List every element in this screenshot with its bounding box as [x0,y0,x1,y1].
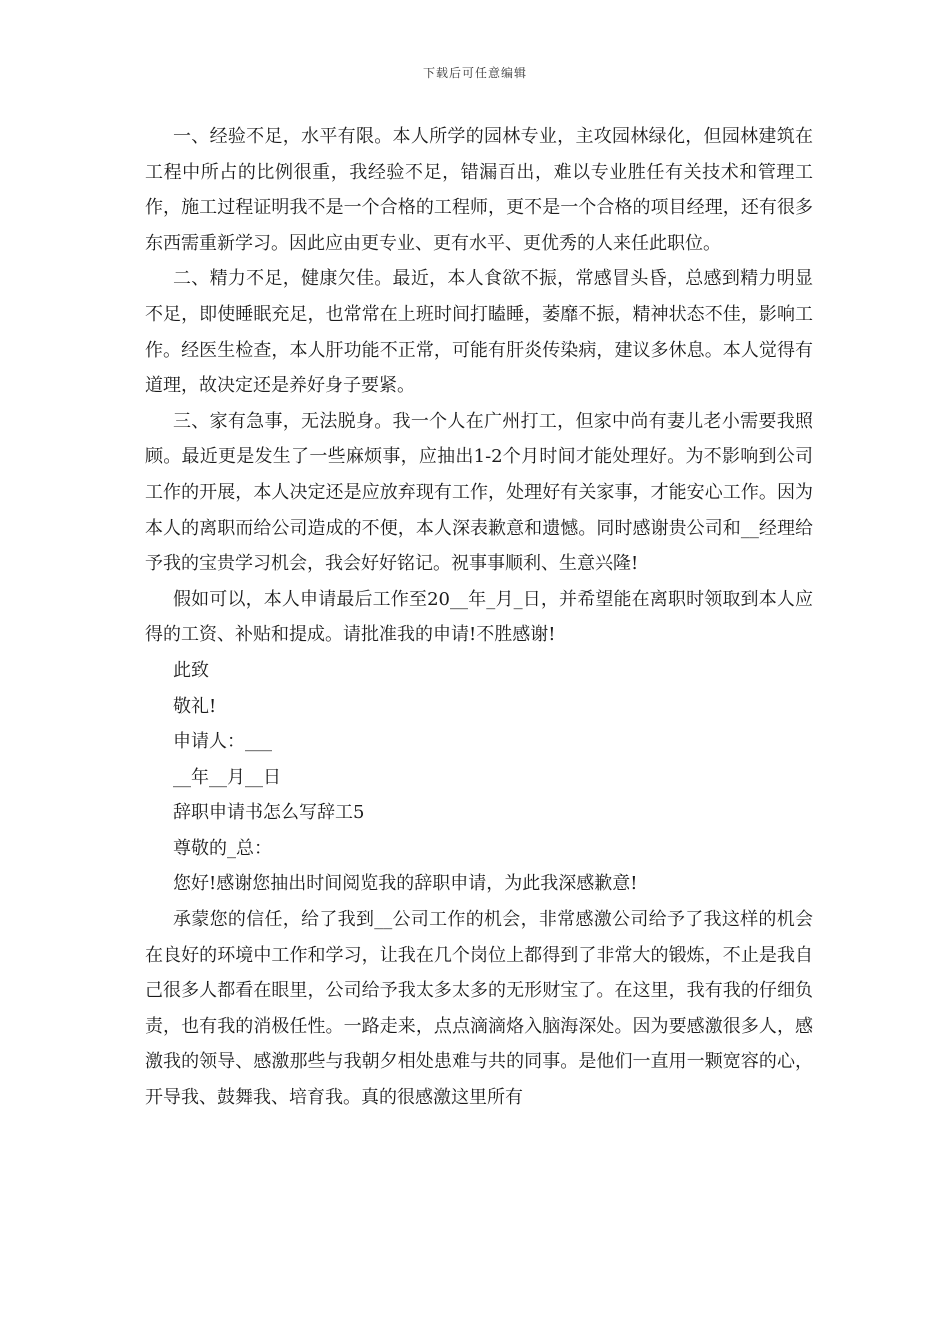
section-title: 辞职申请书怎么写辞工5 [173,802,365,824]
letter-greeting: 尊敬的_总： [173,837,272,859]
applicant-line: 申请人：___ [173,731,272,753]
page-header: 下载后可任意编辑 [422,66,527,80]
paragraph-request: 假如可以，本人申请最后工作至20__年_月_日，并希望能在离职时领取到本人应得的工资、补贴和提成。请批准我的申请!不胜感谢! [145,588,813,646]
closing-regards: 敬礼! [173,695,217,717]
letter-opening: 您好!感谢您抽出时间阅览我的辞职申请，为此我深感歉意! [173,873,638,895]
paragraph-family: 三、家有急事，无法脱身。我一个人在广州打工，但家中尚有妻儿老小需要我照顾。最近更是发生了一些麻烦事，应抽出1-2个月时间才能处理好。为不影响到公司工作的开展，本人决定还是应放弃现有工作，处理好有关家事，才能安心工作。因为本人的离职而给公司造成的不便，本人深表歉意和遗憾。同时感谢贵公司和__经理给予我的宝贵学习机会，我会好好铭记。祝事事顺利、生意兴隆! [145,410,813,575]
document-body [145,119,813,1116]
closing-salutation: 此致 [173,659,209,681]
paragraph-experience: 一、经验不足，水平有限。本人所学的园林专业，主攻园林绿化，但园林建筑在工程中所占的比例很重，我经验不足，错漏百出，难以专业胜任有关技术和管理工作，施工过程证明我不是一个合格的工程师，更不是一个合格的项目经理，还有很多东西需重新学习。因此应由更专业、更有水平、更优秀的人来任此职位。 [145,126,813,254]
paragraph-health: 二、精力不足，健康欠佳。最近，本人食欲不振，常感冒头昏，总感到精力明显不足，即使睡眠充足，也常常在上班时间打瞌睡，萎靡不振，精神状态不佳，影响工作。经医生检查，本人肝功能不正常，可能有肝炎传染病，建议多休息。本人觉得有道理，故决定还是养好身子要紧。 [145,268,813,397]
paragraph-gratitude: 承蒙您的信任，给了我到__公司工作的机会，非常感激公司给予了我这样的机会在良好的环境中工作和学习，让我在几个岗位上都得到了非常大的锻炼，不止是我自己很多人都看在眼里，公司给予我太多太多的无形财宝了。在这里，我有我的仔细负责，也有我的消极任性。一路走来，点点滴滴烙入脑海深处。因为要感激很多人，感激我的领导、感激那些与我朝夕相处患难与共的同事。是他们一直用一颗宽容的心，开导我、鼓舞我、培育我。真的很感激这里所有 [145,909,813,1109]
date-line: __年__月__日 [173,766,281,788]
